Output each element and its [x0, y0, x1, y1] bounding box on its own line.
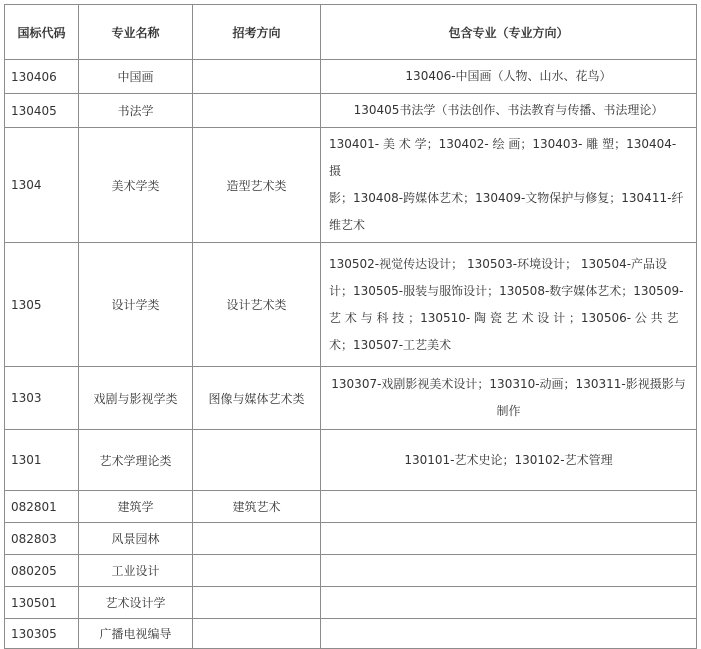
header-row — [5, 5, 697, 60]
code-cell: 1304 — [5, 128, 79, 243]
includes-cell: 130406-中国画（人物、山水、花鸟） — [321, 60, 697, 94]
table-row — [5, 491, 697, 523]
includes-cell — [321, 619, 697, 649]
table-row — [5, 94, 697, 128]
code-cell: 130406 — [5, 60, 79, 94]
includes-cell: 130405书法学（书法创作、书法教育与传播、书法理论） — [321, 94, 697, 128]
table-row — [5, 555, 697, 587]
table-row — [5, 430, 697, 491]
direction-cell — [193, 430, 321, 491]
name-cell: 设计学类 — [79, 243, 193, 367]
table-row — [5, 619, 697, 649]
direction-cell: 造型艺术类 — [193, 128, 321, 243]
includes-cell — [321, 555, 697, 587]
header-code: 国标代码 — [5, 5, 79, 60]
code-cell: 1301 — [5, 430, 79, 491]
table-row — [5, 587, 697, 619]
direction-cell — [193, 619, 321, 649]
table-row — [5, 367, 697, 430]
includes-cell — [321, 587, 697, 619]
code-cell: 1303 — [5, 367, 79, 430]
name-cell: 中国画 — [79, 60, 193, 94]
table-row — [5, 243, 697, 367]
direction-cell — [193, 523, 321, 555]
majors-table — [4, 4, 697, 649]
name-cell: 工业设计 — [79, 555, 193, 587]
direction-cell — [193, 60, 321, 94]
name-cell: 风景园林 — [79, 523, 193, 555]
direction-cell — [193, 555, 321, 587]
includes-cell: 130101-艺术史论；130102-艺术管理 — [321, 430, 697, 491]
table-row — [5, 523, 697, 555]
includes-cell: 130502-视觉传达设计； 130503-环境设计； 130504-产品设 计；130505-服装与服饰设计；130508-数字媒体艺术；130509- 艺 术 与 科 技 ；130510- 陶 瓷 艺 术 设 计 ；130506- 公 共 艺 术；130507-工艺美术 — [321, 243, 697, 367]
code-cell: 082801 — [5, 491, 79, 523]
direction-cell: 图像与媒体艺术类 — [193, 367, 321, 430]
code-cell: 080205 — [5, 555, 79, 587]
name-cell: 戏剧与影视学类 — [79, 367, 193, 430]
code-cell: 1305 — [5, 243, 79, 367]
header-includes: 包含专业（专业方向） — [321, 5, 697, 60]
code-cell: 130305 — [5, 619, 79, 649]
direction-cell — [193, 587, 321, 619]
header-direction: 招考方向 — [193, 5, 321, 60]
name-cell: 书法学 — [79, 94, 193, 128]
code-cell: 082803 — [5, 523, 79, 555]
name-cell: 广播电视编导 — [79, 619, 193, 649]
direction-cell: 设计艺术类 — [193, 243, 321, 367]
includes-cell — [321, 491, 697, 523]
header-name: 专业名称 — [79, 5, 193, 60]
code-cell: 130405 — [5, 94, 79, 128]
name-cell: 艺术设计学 — [79, 587, 193, 619]
name-cell: 美术学类 — [79, 128, 193, 243]
code-cell: 130501 — [5, 587, 79, 619]
table-row — [5, 60, 697, 94]
table-row — [5, 128, 697, 243]
name-cell: 建筑学 — [79, 491, 193, 523]
includes-cell — [321, 523, 697, 555]
direction-cell — [193, 94, 321, 128]
direction-cell: 建筑艺术 — [193, 491, 321, 523]
name-cell: 艺术学理论类 — [79, 430, 193, 491]
includes-cell: 130307-戏剧影视美术设计；130310-动画；130311-影视摄影与 制作 — [321, 367, 697, 430]
includes-cell: 130401- 美 术 学；130402- 绘 画；130403- 雕 塑；130404- 摄 影；130408-跨媒体艺术；130409-文物保护与修复；130411-纤 维艺术 — [321, 128, 697, 243]
